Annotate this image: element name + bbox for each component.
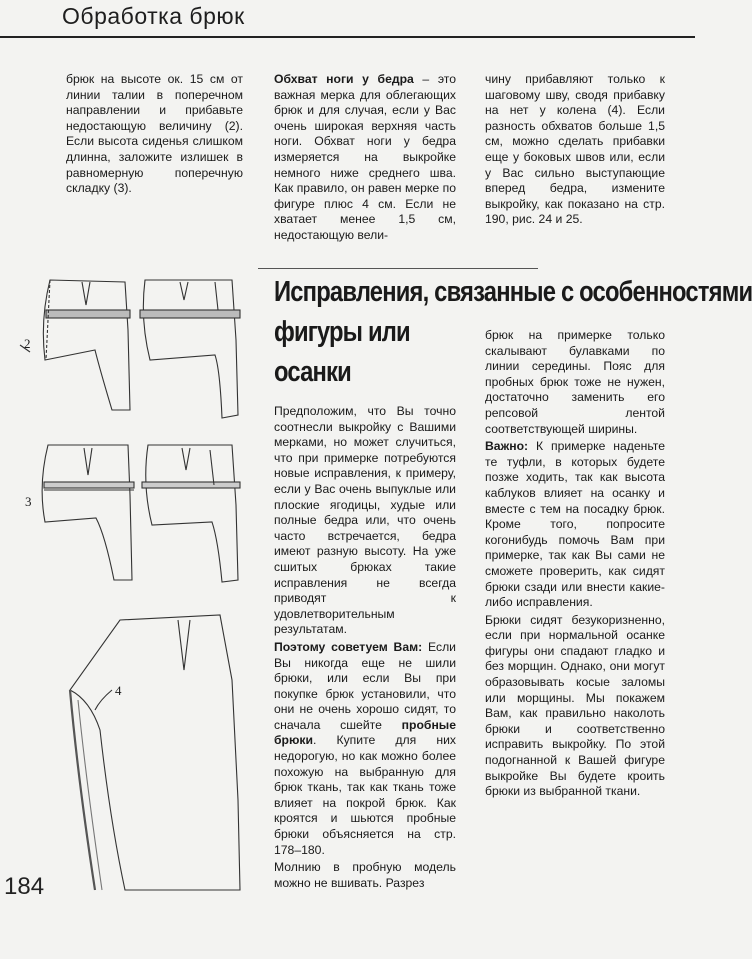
paragraph-advice	[274, 640, 456, 858]
term-trial-trousers: пробные брюки	[274, 717, 456, 748]
figure-3-back	[142, 445, 240, 582]
paragraph-text: . Купите для них недорогую, но как можно более похожую на выбранную для брюк ткань, так как ткань тоже влияет на покрой брюк. Как кроятся и шьются пробные брюки объясняется на стр. 178–180.	[274, 733, 456, 857]
section-title-line-1: Исправления, связанные с особенностями	[274, 276, 752, 308]
paragraph-text: Если Вы никогда еще не шили брюки, или если Вы при покупке брюк установили, что они не очень хорошо сидят, то сначала сшейте	[274, 639, 456, 732]
section-title-line-2: фигуры или	[274, 316, 410, 348]
term-important: Важно:	[485, 439, 529, 454]
paragraph: чину прибавляют только к шаговому шву, сводя прибавку на нет у колена (4). Если разность обхватов больше 1,5 см, можно сделать прибавки еще у боковых швов или, если у Вас сильно выступающие вперед бедра, измените выкройку, как показано на стр. 190, рис. 24 и 25.	[485, 72, 665, 227]
paragraph-wrinkles: Брюки сидят безукоризненно, если при нормальной осанке фигуры они спадают гладко и без морщин. Однако, они могут образовывать косые заломы или морщины. Мы покажем Вам, как правильно наколоть брюки и соответственно исправить выкройку. По этой подогнанной к Вашей фигуре выкройке Вы будете кроить брюки из выбранной ткани.	[485, 612, 665, 799]
paragraph-intro: Предположим, что Вы точно соотнесли выкройку с Вашими мерками, но может случиться, что при примерке потребуются новые исправления, к примеру, если у Вас очень выпуклые или плоские ягодицы, худые или полные бедра или, что очень часто встречается, бедра имеют разную высоту. На уже сшитых брюках такие исправления не всегда приводят к удовлетворительным результатам.	[274, 404, 456, 637]
section-title-line-3: осанки	[274, 356, 351, 388]
paragraph-text: К примерке наденьте те туфли, в которых будете позже ходить, так как высота каблуков влияет на осанку и вместе с тем на посадку брюк. Кроме того, попросите когонибудь помочь Вам при примерке, так как Вы сами не сможете проверить, как сидят брюки сзади или внести какие-либо исправления.	[485, 439, 665, 610]
term-advice: Поэтому советуем Вам:	[274, 639, 423, 654]
figure-2-back	[140, 280, 240, 418]
paragraph-important	[485, 439, 665, 611]
figure-2-label: 2	[24, 336, 31, 351]
column-2-body	[274, 404, 456, 891]
figure-3-label: 3	[25, 494, 32, 509]
paragraph: брюк на высоте ок. 15 см от линии талии в поперечном направлении и прибавьте недостающую величину (2). Если высота сиденья слишком длинна, заложите излишек в равномерную поперечную складку (3).	[66, 72, 243, 196]
figure-2-front	[20, 280, 130, 410]
trouser-pattern-illustrations	[0, 260, 260, 900]
paragraph-zipper: Молнию в пробную модель можно не вшивать. Разрез	[274, 860, 456, 890]
column-3-body	[485, 328, 665, 800]
column-2-top-text	[274, 72, 456, 244]
paragraph	[274, 72, 456, 244]
paragraph-fitting: брюк на примерке только скалывают булавками по линии середины. Пояс для пробных брюк тоже не нужен, достаточно заменить его репсовой лентой соответствующей ширины.	[485, 328, 665, 436]
column-3-top-text	[485, 72, 665, 228]
page-number: 184	[4, 873, 45, 900]
page-header-title: Обработка брюк	[62, 3, 245, 29]
paragraph-text: – это важная мерка для облегающих брюк и для случая, если у Вас очень широкая верхняя часть ноги. Обхват ноги у бедра измеряется на выкройке немного ниже среднего шва. Как правило, он равен мерке по фигуре плюс 4 см. Если не хватает менее 1,5 см, недостающую вели-	[274, 72, 456, 242]
term-hip-girth: Обхват ноги у бедра	[274, 72, 414, 86]
figure-4-pattern	[70, 615, 240, 890]
column-1-text	[66, 72, 243, 197]
figure-4-label: 4	[115, 683, 122, 698]
figure-3-front	[42, 445, 134, 580]
section-divider	[258, 268, 538, 269]
